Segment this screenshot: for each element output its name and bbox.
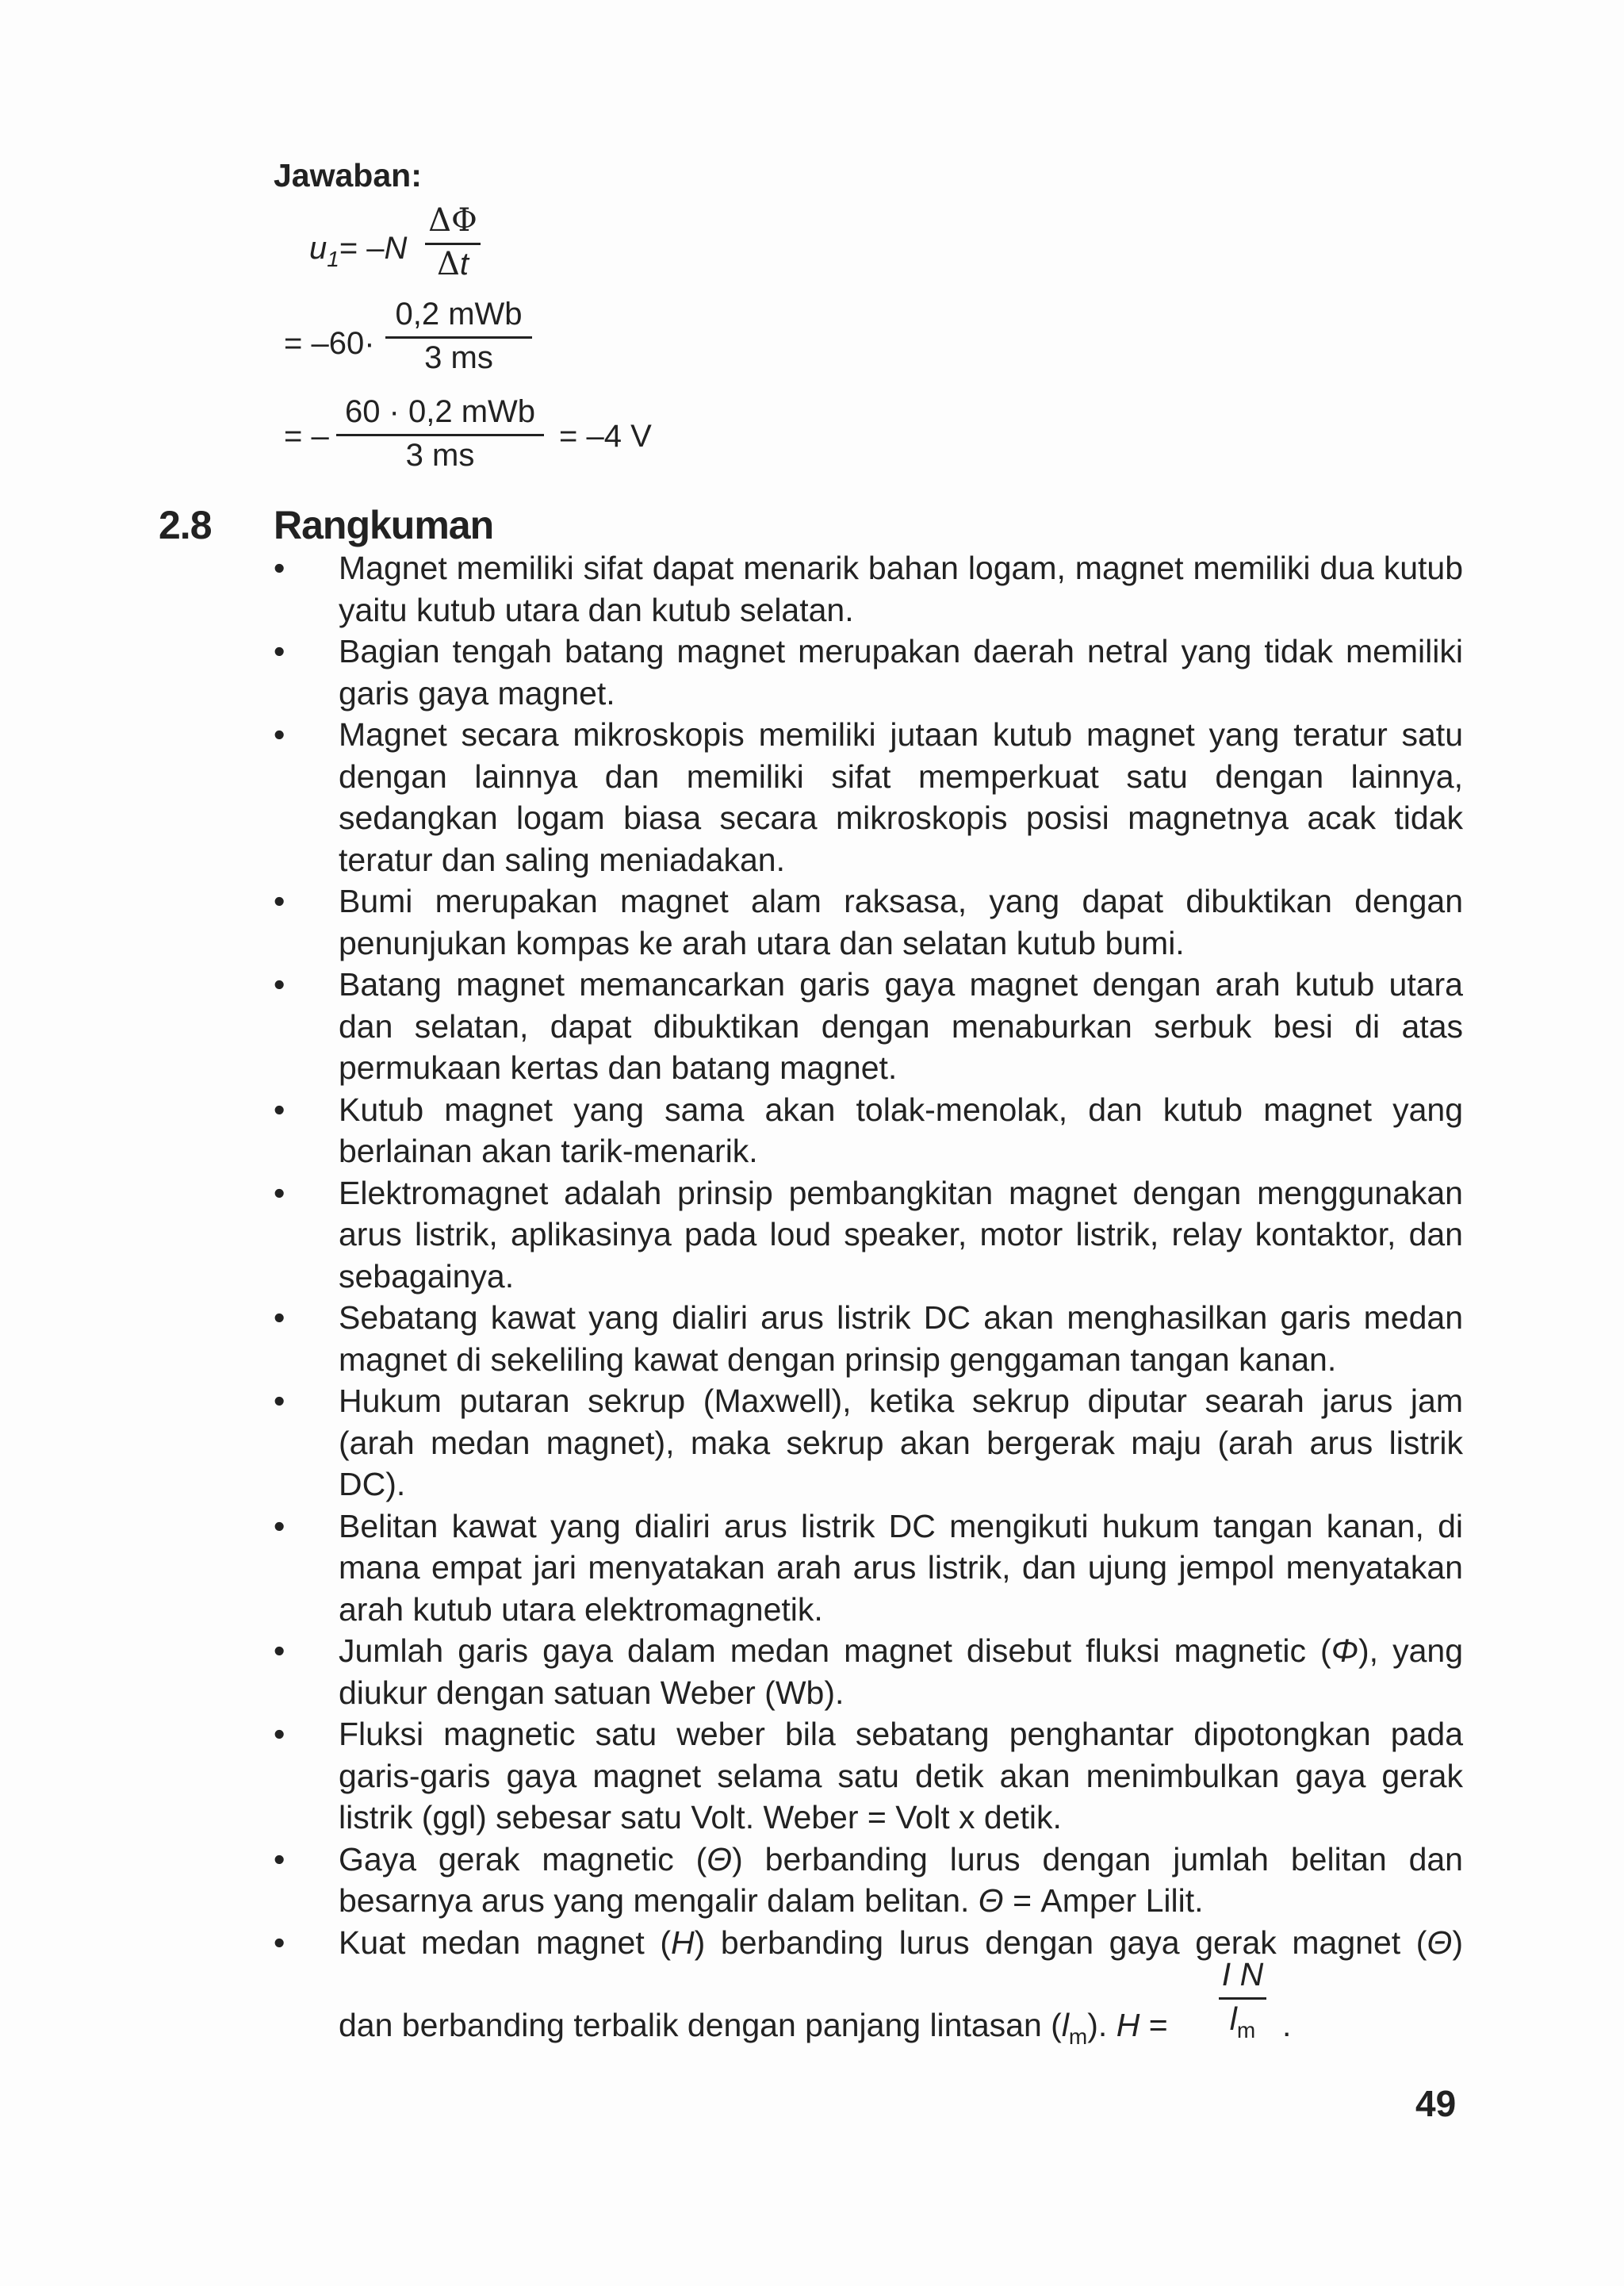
equation-3-prefix: = –: [284, 419, 329, 454]
list-item: • Gaya gerak magnetic (Θ) berbanding lurus dengan jumlah belitan dan besarnya arus yang mengalir dalam belitan. Θ = Amper Lilit.: [274, 1839, 1463, 1922]
eq3-denominator: 3 ms: [405, 438, 475, 473]
h-denominator: $l_m$: [1229, 2000, 1256, 2042]
h-numerator: I N: [1221, 1956, 1264, 1993]
list-item: • Jumlah garis gaya dalam medan magnet disebut fluksi magnetic (Φ), yang diukur dengan satuan Weber (Wb).: [274, 1630, 1463, 1713]
eq1-denominator: Δt: [436, 246, 469, 282]
equation-3-fraction: [336, 396, 544, 471]
list-item: • Magnet secara mikroskopis memiliki jutaan kutub magnet yang teratur satu dengan lainnya dan memiliki sifat memperkuat satu dengan lainnya, sedangkan logam biasa secara mikroskopis posisi magnetnya acak tidak teratur dan saling meniadakan.: [274, 714, 1463, 880]
eq1-sub: 1: [327, 247, 339, 271]
equation-1-fraction: [425, 202, 481, 282]
list-item: • Elektromagnet adalah prinsip pembangkitan magnet dengan menggunakan arus listrik, aplikasinya pada loud speaker, motor listrik, relay kontaktor, dan sebagainya.: [274, 1172, 1463, 1298]
list-item: • Belitan kawat yang dialiri arus listrik DC mengikuti hukum tangan kanan, di mana empat jari menyatakan arah arus listrik, dan ujung jempol menyatakan arah kutub utara elektromagnetik.: [274, 1505, 1463, 1631]
list-item: • Kutub magnet yang sama akan tolak-menolak, dan kutub magnet yang berlainan akan tarik-menarik.: [274, 1089, 1463, 1172]
eq1-numerator: ΔΦ: [428, 202, 477, 239]
fraction-bar: [385, 336, 532, 339]
list-item: • Bagian tengah batang magnet merupakan daerah netral yang tidak memiliki garis gaya magnet.: [274, 631, 1463, 714]
list-item: • Bumi merupakan magnet alam raksasa, yang dapat dibuktikan dengan penunjukan kompas ke arah utara dan selatan kutub bumi.: [274, 880, 1463, 964]
phi-symbol: Φ: [1331, 1632, 1359, 1669]
fraction-bar: [425, 243, 481, 245]
section-title: Rangkuman: [274, 503, 494, 547]
list-item: • Kuat medan magnet (H) berbanding lurus dengan gaya gerak magnet (Θ) dan berbanding terbalik dengan panjang lintasan $(l_m)$. H = I N $l_m$ .: [274, 1922, 1463, 2058]
h-formula-fraction: [1219, 1958, 1266, 2042]
equation-3-result: = –4 V: [559, 419, 652, 454]
eq1-var-n: N: [384, 231, 408, 266]
theta-symbol: Θ: [707, 1840, 733, 1878]
list-item: • Fluksi magnetic satu weber bila sebatang penghantar dipotongkan pada garis-garis gaya magnet selama satu detik akan menimbulkan gaya gerak listrik (ggl) sebesar satu Volt. Weber = Volt x detik.: [274, 1713, 1463, 1839]
list-item: • Magnet memiliki sifat dapat menarik bahan logam, magnet memiliki dua kutub yaitu kutub utara dan kutub selatan.: [274, 547, 1463, 631]
eq1-eq-sign: = –: [339, 231, 385, 266]
h-formula-period: .: [1282, 2007, 1292, 2043]
equation-2-prefix: = –60·: [284, 326, 375, 361]
answer-label: Jawaban:: [274, 157, 422, 194]
eq2-denominator: 3 ms: [424, 340, 493, 375]
eq3-numerator: 60 · 0,2 mWb: [344, 394, 536, 429]
theta-symbol: Θ: [1427, 1924, 1453, 1961]
eq1-var-u: u: [309, 231, 327, 266]
page-number: 49: [1415, 2083, 1457, 2124]
equation-1-lhs: [309, 232, 407, 270]
list-item: • Sebatang kawat yang dialiri arus listrik DC akan menghasilkan garis medan magnet di sekeliling kawat dengan prinsip genggaman tangan kanan.: [274, 1297, 1463, 1380]
theta-symbol: Θ: [978, 1882, 1004, 1919]
fraction-bar: [336, 434, 544, 436]
fraction-bar: [1219, 1997, 1266, 2000]
eq2-numerator: 0,2 mWb: [395, 297, 523, 332]
section-number: 2.8: [159, 503, 212, 547]
list-item: • Hukum putaran sekrup (Maxwell), ketika sekrup diputar searah jarus jam (arah medan magnet), maka sekrup akan bergerak maju (arah arus listrik DC).: [274, 1380, 1463, 1505]
equation-2-fraction: [385, 298, 532, 374]
list-item: • Batang magnet memancarkan garis gaya magnet dengan arah kutub utara dan selatan, dapat dibuktikan dengan menaburkan serbuk besi di atas permukaan kertas dan batang magnet.: [274, 964, 1463, 1089]
summary-list: [274, 547, 1463, 2058]
